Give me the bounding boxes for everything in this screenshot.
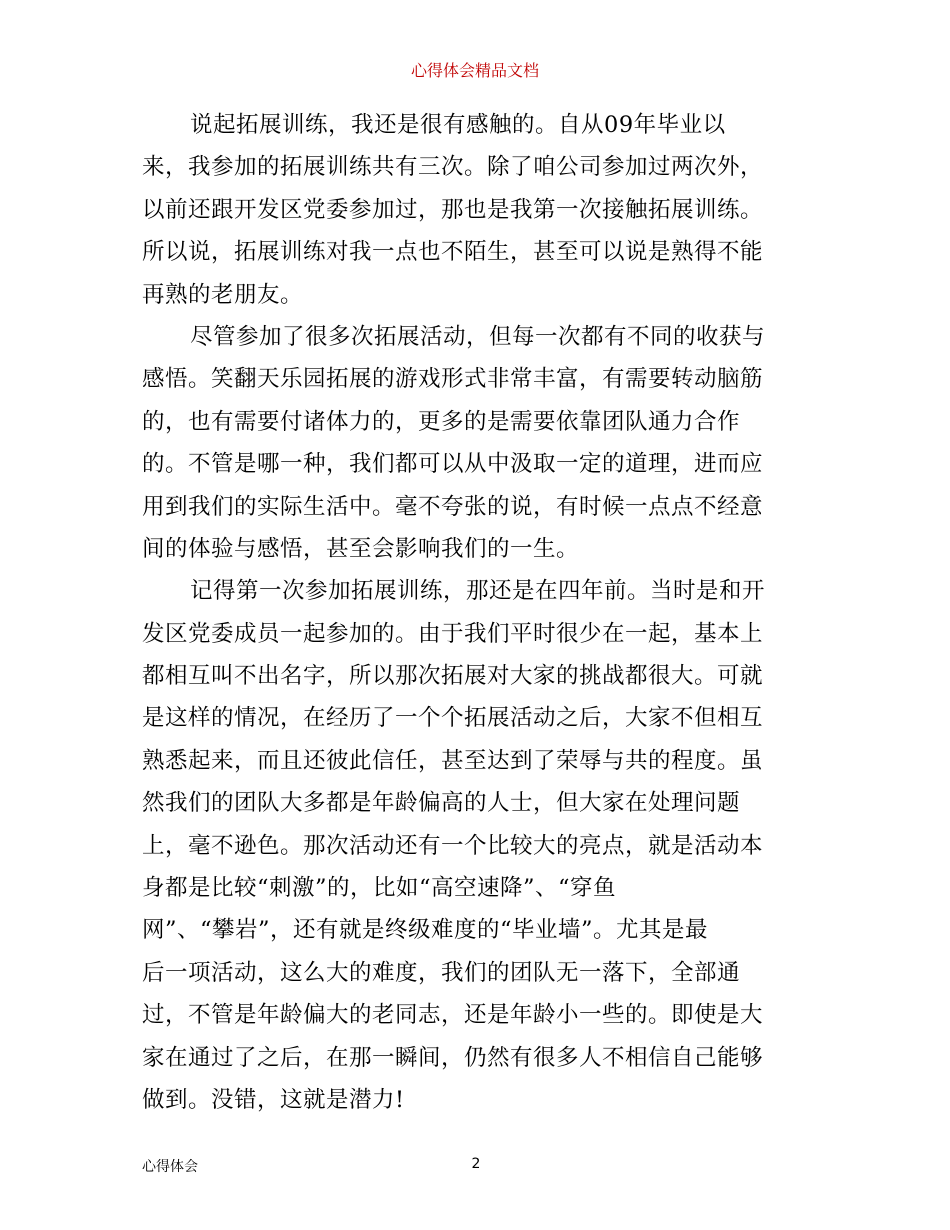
paragraph-line: 再熟的老朋友。: [142, 281, 304, 308]
paragraph-line: 做到。没错，这就是潜力!: [142, 1086, 405, 1113]
paragraph-line: 熟悉起来，而且还彼此信任，甚至达到了荣辱与共的程度。虽: [142, 747, 764, 774]
footer-label: 心得体会: [142, 1159, 198, 1175]
paragraph-line: 后一项活动，这么大的难度，我们的团队无一落下，全部通: [142, 959, 741, 986]
paragraph-line: 上，毫不逊色。那次活动还有一个比较大的亮点，就是活动本: [142, 832, 764, 859]
page-number: 2: [471, 1156, 481, 1172]
paragraph-line: 以前还跟开发区党委参加过，那也是我第一次接触拓展训练。: [142, 196, 764, 223]
paragraph-line: 身都是比较“刺激”的，比如“高空速降”、“穿鱼: [142, 875, 617, 902]
body-text: [142, 104, 814, 1121]
paragraph-line: 说起拓展训练，我还是很有感触的。自从09年毕业以: [190, 112, 726, 138]
header-title: 心得体会精品文档: [410, 61, 539, 80]
paragraph-line: 都相互叫不出名字，所以那次拓展对大家的挑战都很大。可就: [142, 663, 764, 690]
paragraph-line: 的，也有需要付诸体力的，更多的是需要依靠团队通力合作: [142, 408, 741, 435]
paragraph-line: 家在通过了之后，在那一瞬间，仍然有很多人不相信自己能够: [142, 1044, 764, 1071]
paragraph-line: 的。不管是哪一种，我们都可以从中汲取一定的道理，进而应: [142, 451, 764, 478]
paragraph-line: 是这样的情况，在经历了一个个拓展活动之后，大家不但相互: [142, 705, 764, 732]
paragraph-line: 发区党委成员一起参加的。由于我们平时很少在一起，基本上: [142, 620, 764, 647]
paragraph-line: 尽管参加了很多次拓展活动，但每一次都有不同的收获与: [190, 323, 766, 350]
paragraph-line: 来，我参加的拓展训练共有三次。除了咱公司参加过两次外，: [142, 154, 764, 181]
paragraph-line: 间的体验与感悟，甚至会影响我们的一生。: [142, 535, 580, 562]
paragraph-line: 网”、“攀岩”，还有就是终级难度的“毕业墙”。尤其是最: [142, 917, 709, 944]
paragraph-line: 记得第一次参加拓展训练，那还是在四年前。当时是和开: [190, 578, 766, 605]
paragraph-line: 然我们的团队大多都是年龄偏高的人士，但大家在处理问题: [142, 790, 741, 817]
paragraph-line: 感悟。笑翻天乐园拓展的游戏形式非常丰富，有需要转动脑筋: [142, 366, 764, 393]
paragraph-line: 所以说，拓展训练对我一点也不陌生，甚至可以说是熟得不能: [142, 239, 764, 266]
paragraph-line: 用到我们的实际生活中。毫不夸张的说，有时候一点点不经意: [142, 493, 764, 520]
paragraph-line: 过，不管是年龄偏大的老同志，还是年龄小一些的。即使是大: [142, 1002, 764, 1029]
